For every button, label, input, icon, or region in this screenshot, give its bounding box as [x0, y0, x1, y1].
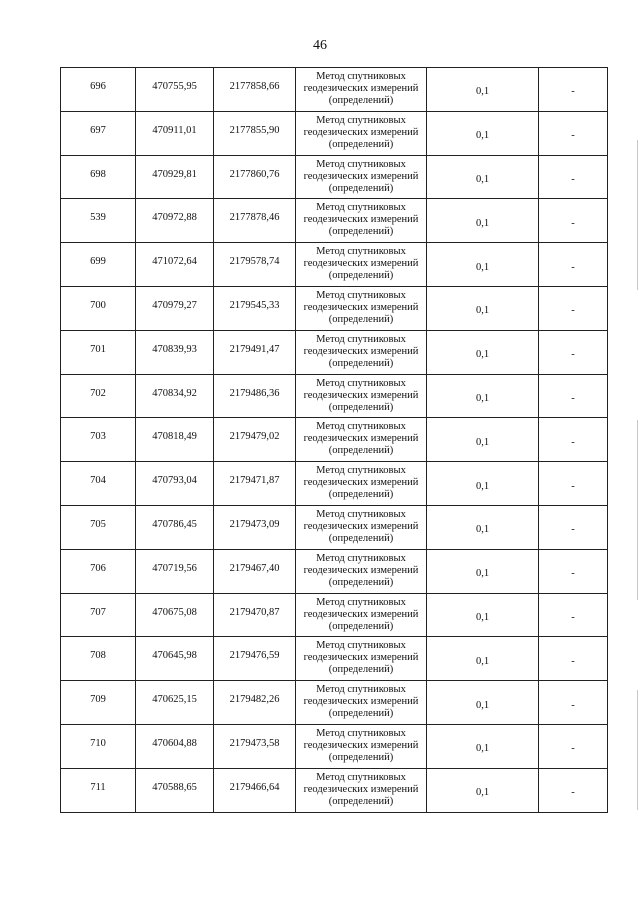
dash-cell: -: [539, 593, 608, 637]
accuracy-cell: 0,1: [427, 330, 539, 374]
method-text-line: (определений): [328, 95, 394, 106]
x-coordinate-cell: 470604,88: [136, 724, 214, 768]
dash-cell: -: [539, 418, 608, 462]
point-number-cell: 707: [61, 593, 136, 637]
method-text-line: геодезических измерений: [303, 783, 419, 795]
method-text-line: Метод спутниковых: [316, 377, 406, 389]
point-number-cell: 702: [61, 374, 136, 418]
x-coordinate-cell: 470719,56: [136, 549, 214, 593]
method-cell: [296, 724, 427, 768]
method-text-line: Метод спутниковых: [316, 508, 406, 520]
y-coordinate-cell: 2179486,36: [214, 374, 296, 418]
method-text-line: (определений): [328, 576, 394, 588]
method-text-line: (определений): [328, 445, 394, 457]
method-text-line: Метод спутниковых: [316, 684, 406, 696]
x-coordinate-cell: 470645,98: [136, 637, 214, 681]
page-number: 46: [313, 38, 327, 53]
table-row: [61, 199, 608, 243]
dash-cell: -: [539, 155, 608, 199]
method-text-line: Метод спутниковых: [316, 333, 406, 345]
point-number-cell: 696: [61, 68, 136, 112]
x-coordinate-cell: 470929,81: [136, 155, 214, 199]
method-text-line: Метод спутниковых: [316, 246, 406, 258]
point-number-cell: 697: [61, 111, 136, 155]
accuracy-cell: 0,1: [427, 462, 539, 506]
accuracy-cell: 0,1: [427, 549, 539, 593]
method-text-line: Метод спутниковых: [316, 727, 406, 739]
accuracy-cell: 0,1: [427, 768, 539, 812]
y-coordinate-cell: 2177855,90: [214, 111, 296, 155]
method-text-line: Метод спутниковых: [316, 552, 406, 564]
x-coordinate-cell: 470911,01: [136, 111, 214, 155]
point-number-cell: 703: [61, 418, 136, 462]
y-coordinate-cell: 2177878,46: [214, 199, 296, 243]
method-text-line: Метод спутниковых: [316, 465, 406, 477]
method-text-line: Метод спутниковых: [316, 771, 406, 783]
method-text-line: геодезических измерений: [303, 739, 419, 751]
table-row: [61, 549, 608, 593]
table-row: [61, 724, 608, 768]
method-text-line: Метод спутниковых: [316, 640, 406, 652]
table-row: [61, 462, 608, 506]
method-text-line: геодезических измерений: [303, 258, 419, 270]
method-text-line: Метод спутниковых: [316, 596, 406, 608]
table-row: [61, 768, 608, 812]
y-coordinate-cell: 2179479,02: [214, 418, 296, 462]
method-cell: [296, 549, 427, 593]
scan-edge-mark: [637, 690, 638, 810]
point-number-cell: 704: [61, 462, 136, 506]
point-number-cell: 698: [61, 155, 136, 199]
scan-edge-mark: [637, 420, 638, 600]
method-text-line: геодезических измерений: [303, 520, 419, 532]
table-row: [61, 330, 608, 374]
accuracy-cell: 0,1: [427, 593, 539, 637]
dash-cell: -: [539, 462, 608, 506]
table-row: [61, 505, 608, 549]
y-coordinate-cell: 2179470,87: [214, 593, 296, 637]
table-row: [61, 286, 608, 330]
method-cell: [296, 330, 427, 374]
table-body: [61, 68, 608, 813]
method-text-line: геодезических измерений: [303, 652, 419, 664]
table-row: [61, 418, 608, 462]
method-text-line: (определений): [328, 532, 394, 544]
y-coordinate-cell: 2177858,66: [214, 68, 296, 112]
method-text-line: (определений): [328, 270, 394, 282]
method-text-line: Метод спутниковых: [316, 158, 406, 170]
dash-cell: -: [539, 68, 608, 112]
dash-cell: -: [539, 549, 608, 593]
method-text-line: (определений): [328, 795, 394, 807]
point-number-cell: 705: [61, 505, 136, 549]
point-number-cell: 706: [61, 549, 136, 593]
method-cell: [296, 243, 427, 287]
method-cell: [296, 155, 427, 199]
point-number-cell: 539: [61, 199, 136, 243]
point-number-cell: 709: [61, 681, 136, 725]
x-coordinate-cell: 470588,65: [136, 768, 214, 812]
accuracy-cell: 0,1: [427, 155, 539, 199]
method-text-line: геодезических измерений: [303, 83, 419, 94]
dash-cell: -: [539, 724, 608, 768]
y-coordinate-cell: 2179471,87: [214, 462, 296, 506]
dash-cell: -: [539, 111, 608, 155]
method-text-line: геодезических измерений: [303, 608, 419, 620]
accuracy-cell: 0,1: [427, 637, 539, 681]
method-text-line: геодезических измерений: [303, 345, 419, 357]
accuracy-cell: 0,1: [427, 243, 539, 287]
x-coordinate-cell: 470839,93: [136, 330, 214, 374]
accuracy-cell: 0,1: [427, 68, 539, 112]
table-row: [61, 111, 608, 155]
method-cell: [296, 418, 427, 462]
accuracy-cell: 0,1: [427, 505, 539, 549]
x-coordinate-cell: 470625,15: [136, 681, 214, 725]
x-coordinate-cell: 470979,27: [136, 286, 214, 330]
method-text-line: Метод спутниковых: [316, 421, 406, 433]
y-coordinate-cell: 2179467,40: [214, 549, 296, 593]
method-cell: [296, 111, 427, 155]
accuracy-cell: 0,1: [427, 111, 539, 155]
method-text-line: (определений): [328, 401, 394, 413]
y-coordinate-cell: 2179476,59: [214, 637, 296, 681]
accuracy-cell: 0,1: [427, 724, 539, 768]
method-text-line: (определений): [328, 620, 394, 632]
y-coordinate-cell: 2177860,76: [214, 155, 296, 199]
method-cell: [296, 593, 427, 637]
accuracy-cell: 0,1: [427, 374, 539, 418]
method-text-line: геодезических измерений: [303, 389, 419, 401]
method-cell: [296, 768, 427, 812]
dash-cell: -: [539, 681, 608, 725]
table-row: [61, 243, 608, 287]
method-text-line: геодезических измерений: [303, 564, 419, 576]
method-text-line: геодезических измерений: [303, 126, 419, 138]
method-cell: [296, 505, 427, 549]
dash-cell: -: [539, 374, 608, 418]
method-text-line: Метод спутниковых: [316, 71, 406, 82]
method-text-line: (определений): [328, 313, 394, 325]
table-row: [61, 637, 608, 681]
dash-cell: -: [539, 505, 608, 549]
method-cell: [296, 286, 427, 330]
dash-cell: -: [539, 243, 608, 287]
table-row: [61, 68, 608, 112]
accuracy-cell: 0,1: [427, 418, 539, 462]
method-cell: [296, 68, 427, 112]
method-text-line: геодезических измерений: [303, 696, 419, 708]
method-text-line: геодезических измерений: [303, 433, 419, 445]
x-coordinate-cell: 470972,88: [136, 199, 214, 243]
x-coordinate-cell: 470818,49: [136, 418, 214, 462]
point-number-cell: 700: [61, 286, 136, 330]
method-text-line: (определений): [328, 226, 394, 238]
method-text-line: (определений): [328, 751, 394, 763]
accuracy-cell: 0,1: [427, 199, 539, 243]
y-coordinate-cell: 2179473,58: [214, 724, 296, 768]
accuracy-cell: 0,1: [427, 286, 539, 330]
point-number-cell: 711: [61, 768, 136, 812]
y-coordinate-cell: 2179578,74: [214, 243, 296, 287]
method-text-line: (определений): [328, 182, 394, 194]
method-text-line: геодезических измерений: [303, 170, 419, 182]
dash-cell: -: [539, 330, 608, 374]
scan-edge-mark: [637, 140, 638, 290]
table-row: [61, 374, 608, 418]
y-coordinate-cell: 2179473,09: [214, 505, 296, 549]
y-coordinate-cell: 2179482,26: [214, 681, 296, 725]
method-text-line: (определений): [328, 664, 394, 676]
method-cell: [296, 462, 427, 506]
point-number-cell: 699: [61, 243, 136, 287]
x-coordinate-cell: 470755,95: [136, 68, 214, 112]
point-number-cell: 701: [61, 330, 136, 374]
dash-cell: -: [539, 768, 608, 812]
method-text-line: Метод спутниковых: [316, 289, 406, 301]
method-cell: [296, 374, 427, 418]
method-text-line: (определений): [328, 489, 394, 501]
x-coordinate-cell: 470793,04: [136, 462, 214, 506]
method-cell: [296, 637, 427, 681]
method-text-line: геодезических измерений: [303, 214, 419, 226]
x-coordinate-cell: 470675,08: [136, 593, 214, 637]
method-text-line: Метод спутниковых: [316, 202, 406, 214]
method-text-line: геодезических измерений: [303, 477, 419, 489]
method-cell: [296, 199, 427, 243]
method-text-line: (определений): [328, 138, 394, 150]
x-coordinate-cell: 470834,92: [136, 374, 214, 418]
x-coordinate-cell: 470786,45: [136, 505, 214, 549]
y-coordinate-cell: 2179545,33: [214, 286, 296, 330]
accuracy-cell: 0,1: [427, 681, 539, 725]
x-coordinate-cell: 471072,64: [136, 243, 214, 287]
point-number-cell: 708: [61, 637, 136, 681]
coordinates-table: [60, 67, 608, 813]
method-text-line: (определений): [328, 357, 394, 369]
y-coordinate-cell: 2179491,47: [214, 330, 296, 374]
point-number-cell: 710: [61, 724, 136, 768]
method-cell: [296, 681, 427, 725]
table-row: [61, 593, 608, 637]
y-coordinate-cell: 2179466,64: [214, 768, 296, 812]
table-row: [61, 681, 608, 725]
method-text-line: геодезических измерений: [303, 301, 419, 313]
dash-cell: -: [539, 286, 608, 330]
method-text-line: (определений): [328, 708, 394, 720]
dash-cell: -: [539, 199, 608, 243]
dash-cell: -: [539, 637, 608, 681]
method-text-line: Метод спутниковых: [316, 114, 406, 126]
table-row: [61, 155, 608, 199]
